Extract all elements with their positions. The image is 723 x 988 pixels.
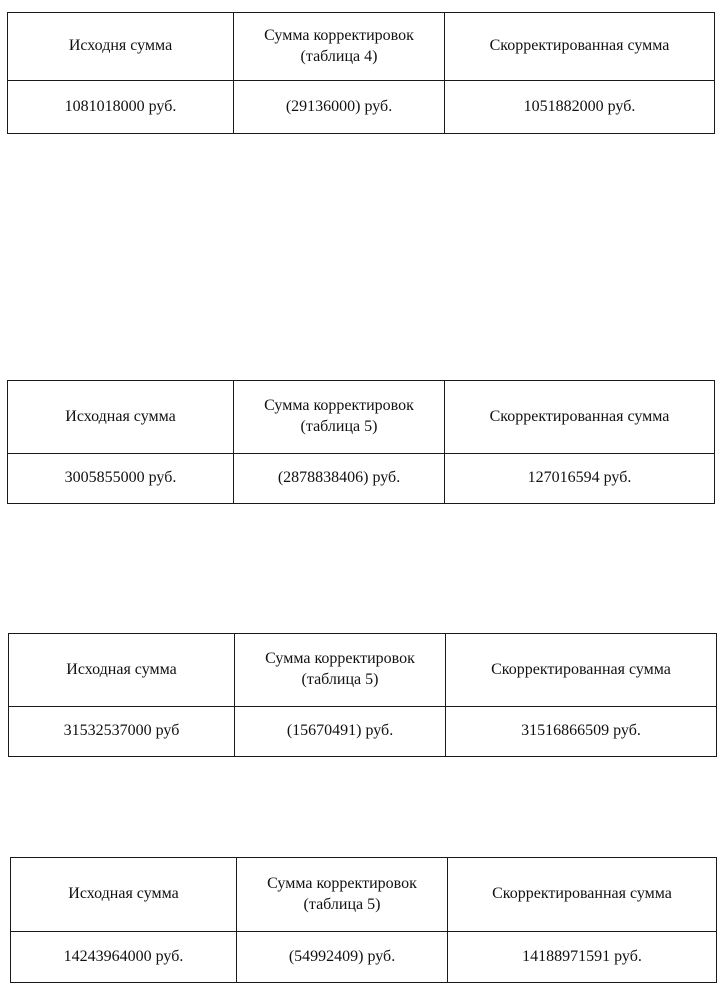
cell-adjusted-amount: 14188971591 руб. — [448, 932, 717, 983]
header-original-amount: Исходная сумма — [8, 381, 234, 454]
header-adjustments: Сумма корректировок (таблица 5) — [235, 634, 446, 707]
header-adjusted-amount: Скорректированная сумма — [445, 13, 715, 81]
table-row — [8, 454, 715, 504]
table-header-row — [8, 381, 715, 454]
cell-original-amount: 3005855000 руб. — [8, 454, 234, 504]
cell-adjustments: (54992409) руб. — [237, 932, 448, 983]
header-adjustments: Сумма корректировок (таблица 5) — [237, 858, 448, 932]
cell-adjusted-amount: 127016594 руб. — [445, 454, 715, 504]
cell-adjustments: (15670491) руб. — [235, 707, 446, 757]
header-adjustments: Сумма корректировок (таблица 5) — [234, 381, 445, 454]
header-adjusted-amount: Скорректированная сумма — [446, 634, 717, 707]
header-original-amount: Исходня сумма — [8, 13, 234, 81]
adjustment-table-1 — [7, 12, 715, 134]
cell-adjusted-amount: 31516866509 руб. — [446, 707, 717, 757]
table-row — [11, 932, 717, 983]
table-row — [8, 81, 715, 134]
header-adjustments: Сумма корректировок (таблица 4) — [234, 13, 445, 81]
cell-adjusted-amount: 1051882000 руб. — [445, 81, 715, 134]
table-header-row — [9, 634, 717, 707]
header-original-amount: Исходная сумма — [11, 858, 237, 932]
adjustment-table-2 — [7, 380, 715, 504]
header-original-amount: Исходная сумма — [9, 634, 235, 707]
cell-original-amount: 31532537000 руб — [9, 707, 235, 757]
adjustment-table-4 — [10, 857, 717, 983]
cell-original-amount: 14243964000 руб. — [11, 932, 237, 983]
table-header-row — [8, 13, 715, 81]
table-row — [9, 707, 717, 757]
adjustment-table-3 — [8, 633, 717, 757]
cell-adjustments: (2878838406) руб. — [234, 454, 445, 504]
cell-adjustments: (29136000) руб. — [234, 81, 445, 134]
header-adjusted-amount: Скорректированная сумма — [448, 858, 717, 932]
table-header-row — [11, 858, 717, 932]
header-adjusted-amount: Скорректированная сумма — [445, 381, 715, 454]
cell-original-amount: 1081018000 руб. — [8, 81, 234, 134]
